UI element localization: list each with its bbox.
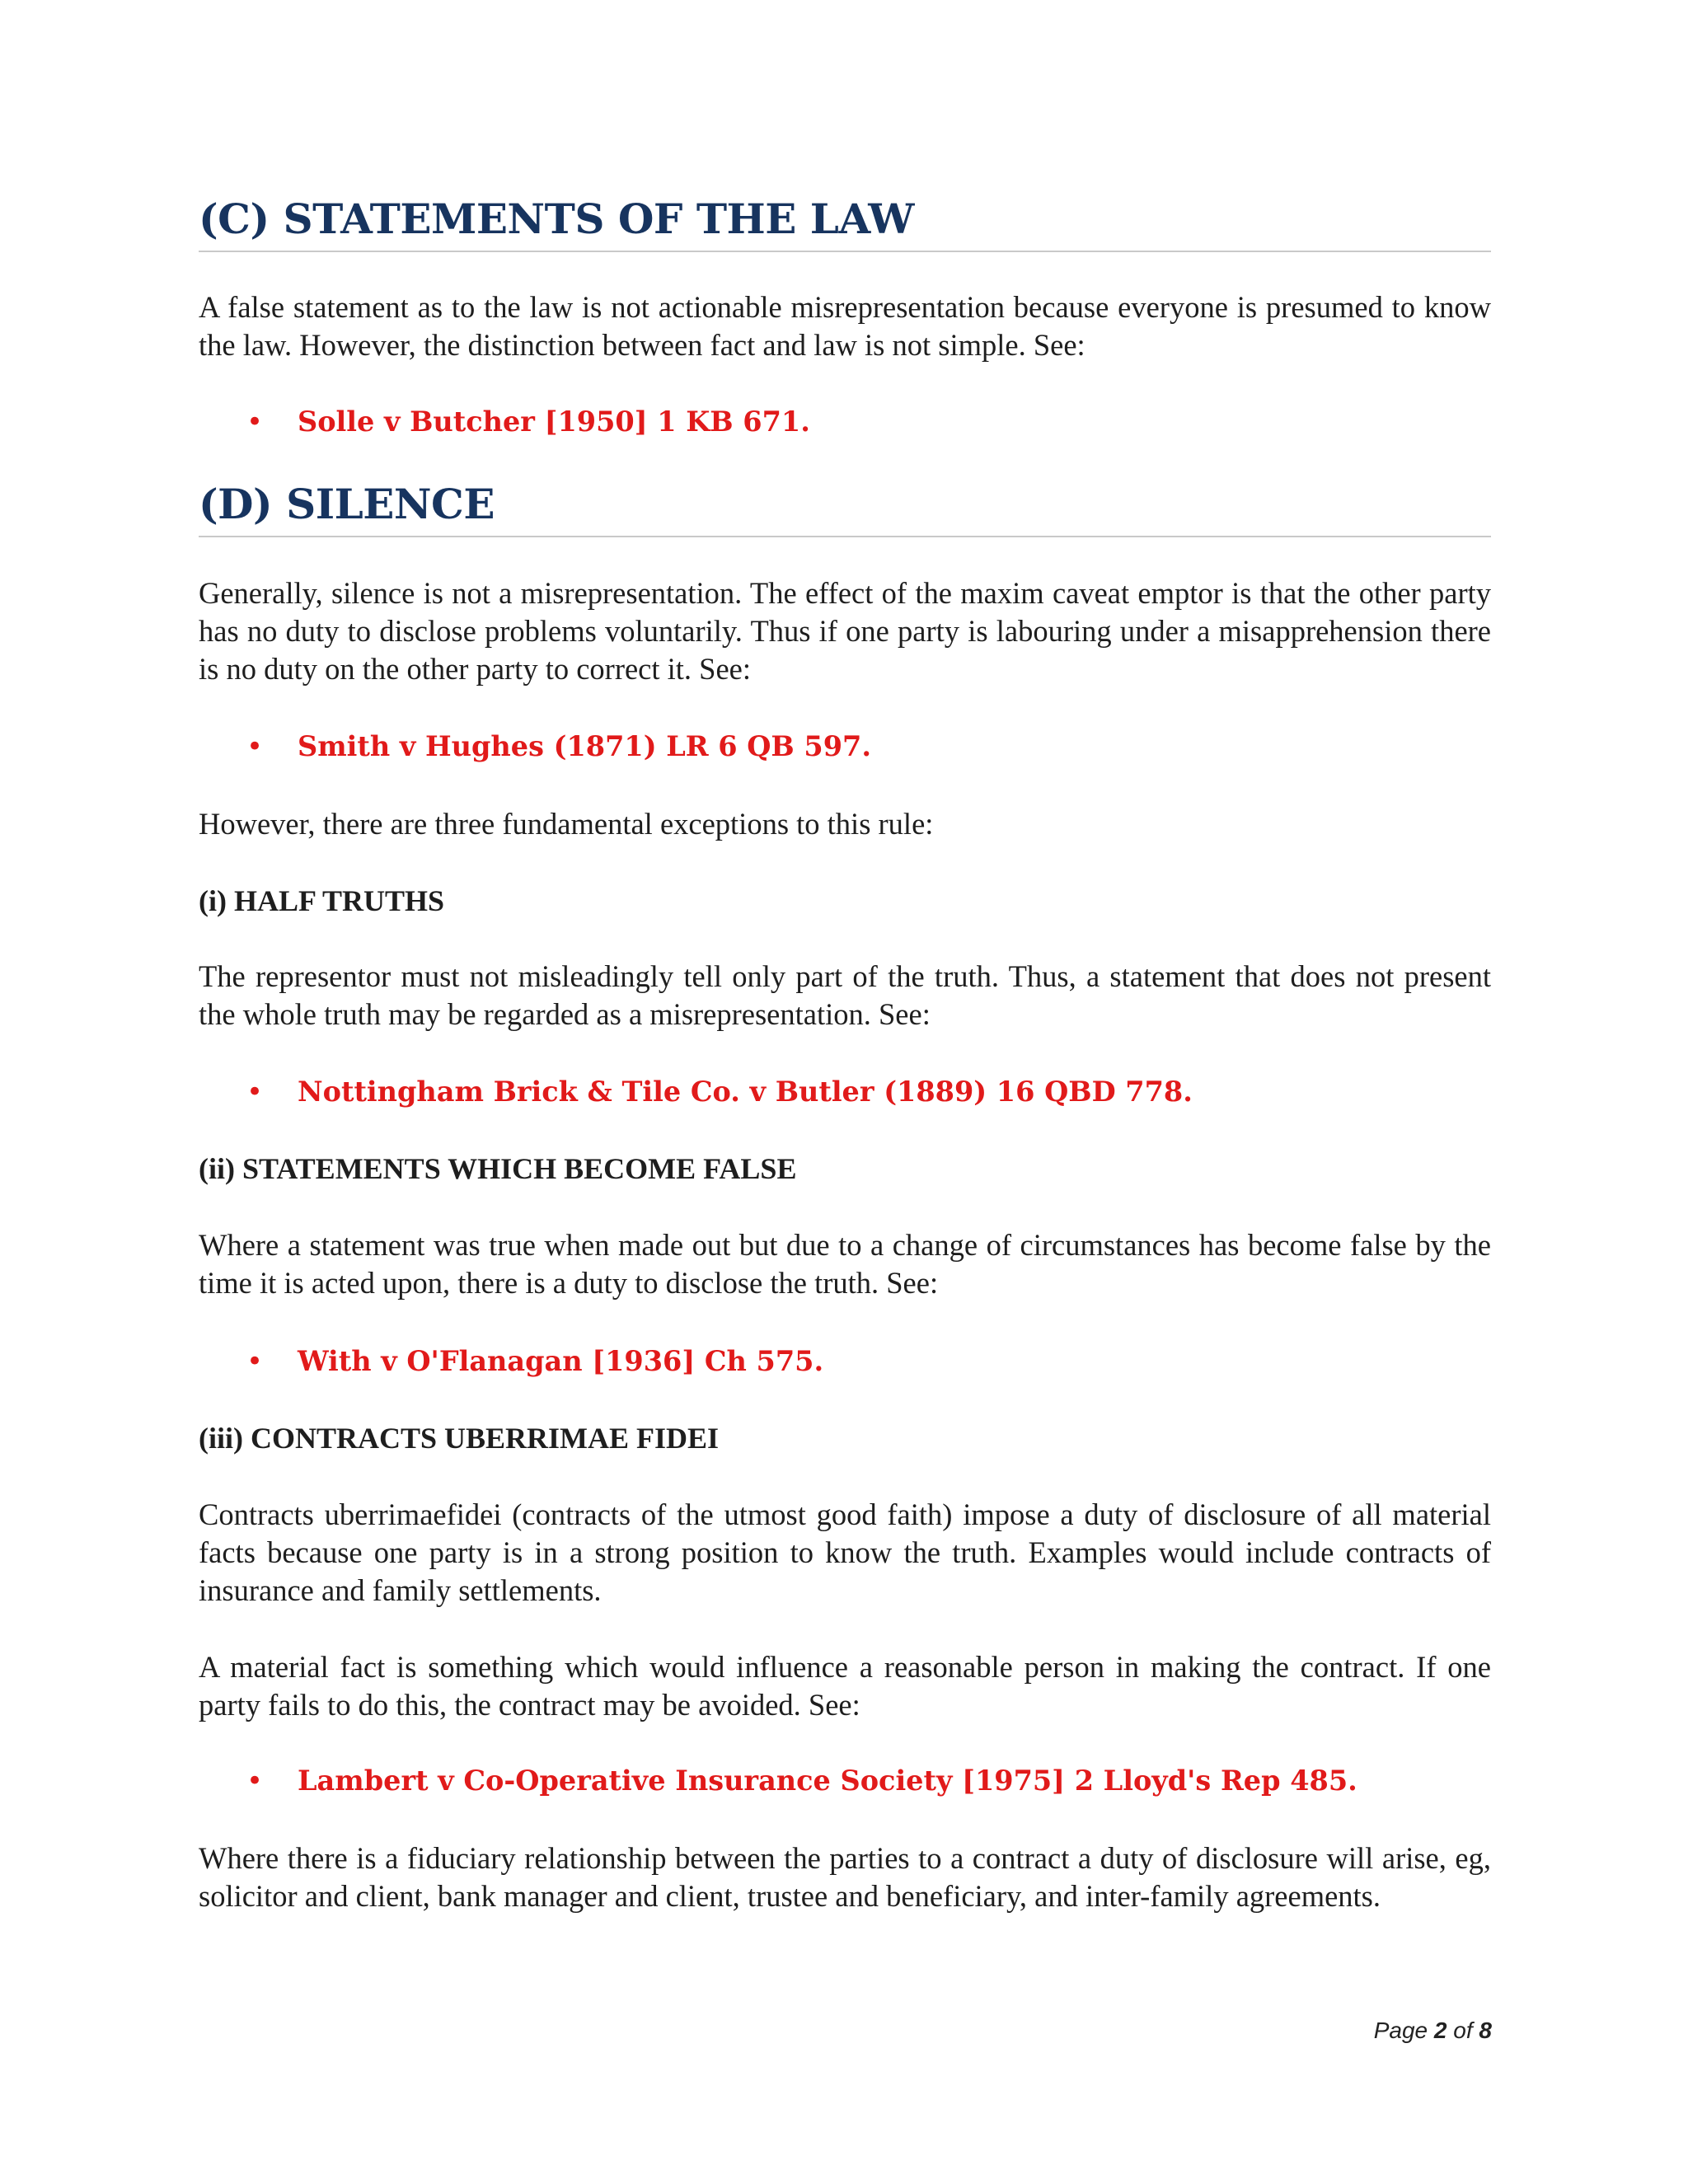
section-heading-silence: (D) SILENCE bbox=[199, 480, 1491, 537]
bullet-icon: • bbox=[246, 730, 264, 763]
bullet-icon: • bbox=[246, 1765, 264, 1797]
subheading-uberrimae-fidei: (iii) CONTRACTS UBERRIMAE FIDEI bbox=[199, 1422, 720, 1455]
case-citation-smith bbox=[246, 729, 871, 765]
case-citation-text: With v O'Flanagan [1936] Ch 575. bbox=[298, 1345, 824, 1377]
footer-page-number: 2 bbox=[1433, 2018, 1447, 2043]
case-citation-nottingham bbox=[246, 1074, 1193, 1110]
footer-of-word: of bbox=[1453, 2018, 1473, 2043]
paragraph-uberrimae-fidei: Contracts uberrimaefidei (contracts of the utmost good faith) impose a duty of disclosure of all material facts because one party is in a strong position to know the truth. Examples would include contracts of insurance and family settlements. bbox=[199, 1497, 1491, 1607]
footer-total-pages: 8 bbox=[1479, 2018, 1492, 2043]
paragraph-material-fact: A material fact is something which would influence a reasonable person in making the contract. If one party fails to do this, the contract may be avoided. See: bbox=[199, 1650, 1491, 1722]
bullet-icon: • bbox=[246, 1076, 264, 1108]
subheading-half-truths: (i) HALF TRUTHS bbox=[199, 884, 445, 917]
paragraph-fiduciary: Where there is a fiduciary relationship between the parties to a contract a duty of disclosure will arise, eg, solicitor and client, bank manager and client, trustee and beneficiary, and inter-family agreements. bbox=[199, 1841, 1491, 1913]
paragraph-half-truths: The representor must not misleadingly tell only part of the truth. Thus, a statement that does not present the whole truth may be regarded as a misrepresentation. See: bbox=[199, 959, 1491, 1031]
page-number-footer bbox=[1374, 2018, 1492, 2044]
footer-page-word: Page bbox=[1373, 2018, 1428, 2043]
bullet-icon: • bbox=[246, 405, 264, 438]
case-citation-text: Nottingham Brick & Tile Co. v Butler (1889) 16 QBD 778. bbox=[298, 1076, 1193, 1108]
case-citation-solle bbox=[246, 404, 810, 440]
paragraph-exceptions: However, there are three fundamental exceptions to this rule: bbox=[199, 807, 934, 841]
case-citation-text: Solle v Butcher [1950] 1 KB 671. bbox=[298, 405, 810, 438]
subheading-statements-become-false: (ii) STATEMENTS WHICH BECOME FALSE bbox=[199, 1152, 797, 1185]
paragraph-statements-become-false: Where a statement was true when made out but due to a change of circumstances has become false by the time it is acted upon, there is a duty to disclose the truth. See: bbox=[199, 1228, 1491, 1300]
paragraph-silence: Generally, silence is not a misrepresentation. The effect of the maxim caveat emptor is that the other party has no duty to disclose problems voluntarily. Thus if one party is labouring under a misapprehension there is no duty on the other party to correct it. See: bbox=[199, 576, 1491, 686]
bullet-icon: • bbox=[246, 1345, 264, 1378]
case-citation-lambert bbox=[246, 1763, 1357, 1799]
section-heading-statements-of-law: (C) STATEMENTS OF THE LAW bbox=[199, 194, 1491, 252]
case-citation-text: Lambert v Co-Operative Insurance Society [1975] 2 Lloyd's Rep 485. bbox=[298, 1765, 1357, 1797]
case-citation-with bbox=[246, 1343, 823, 1380]
paragraph-statements-of-law: A false statement as to the law is not actionable misrepresentation because everyone is presumed to know the law. However, the distinction between fact and law is not simple. See: bbox=[199, 290, 1491, 362]
case-citation-text: Smith v Hughes (1871) LR 6 QB 597. bbox=[298, 730, 871, 762]
